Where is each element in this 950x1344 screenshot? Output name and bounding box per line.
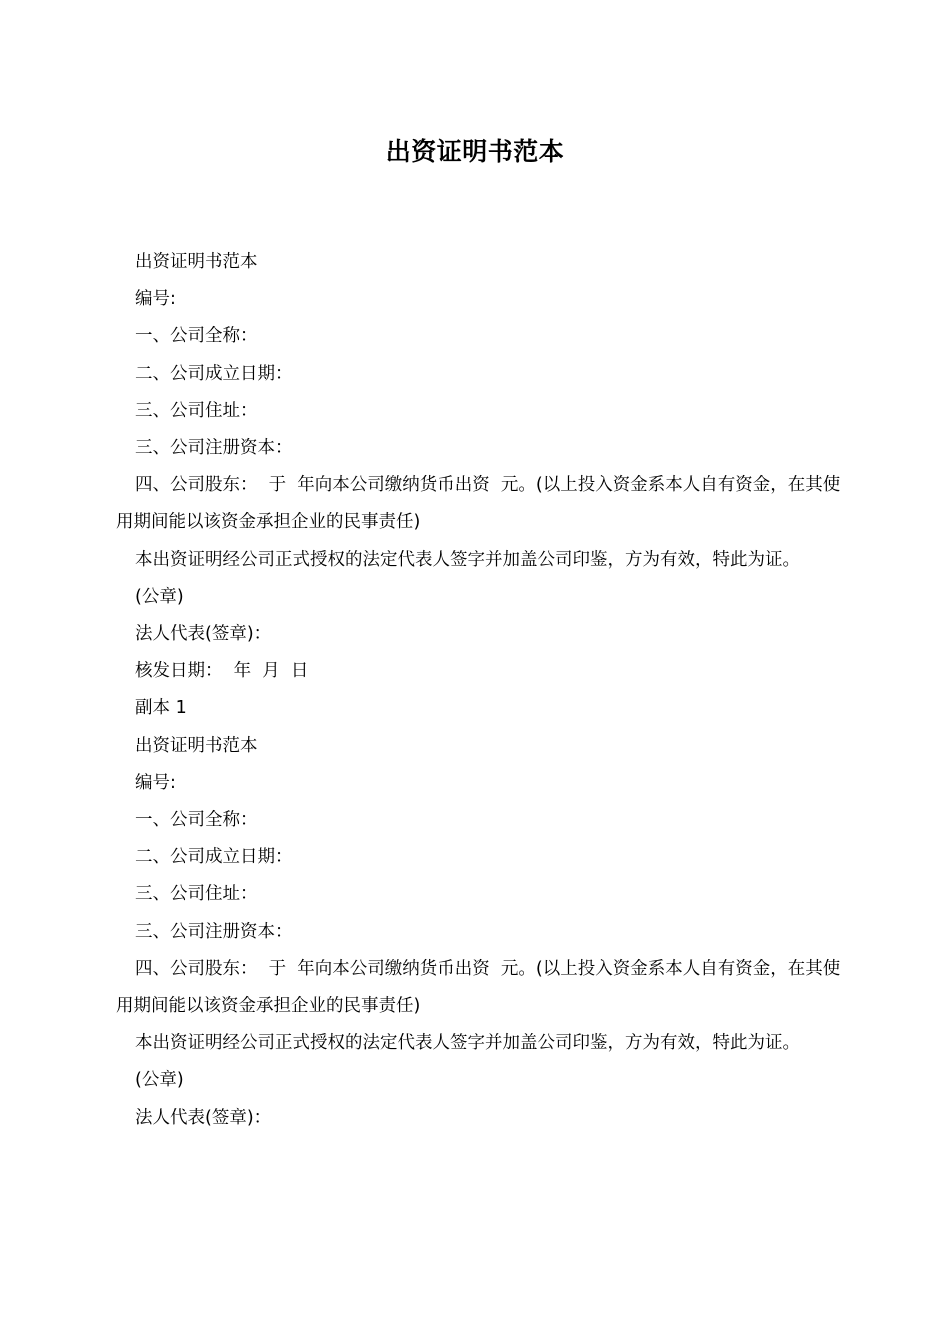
paragraph-legal-rep: 法人代表(签章)： — [135, 1107, 272, 1128]
paragraph-registered-capital: 三、公司注册资本： — [135, 438, 293, 459]
paragraph-shareholder: 四、公司股东： 于 年向本公司缴纳货币出资 元。(以上投入资金系本人自有资金，在其使用期间能以该资金承担企业的民事责任) — [116, 958, 841, 1017]
paragraph-seal: (公章) — [135, 586, 184, 607]
paragraph-company-name: 一、公司全称： — [135, 810, 258, 831]
paragraph-address: 三、公司住址： — [135, 400, 258, 421]
paragraph-copy-label: 副本 1 — [135, 698, 187, 719]
paragraph-validity: 本出资证明经公司正式授权的法定代表人签字并加盖公司印鉴，方为有效，特此为证。 — [135, 549, 800, 570]
paragraph-number: 编号: — [135, 289, 176, 310]
paragraph-founding-date: 二、公司成立日期： — [135, 363, 293, 384]
paragraph-validity: 本出资证明经公司正式授权的法定代表人签字并加盖公司印鉴，方为有效，特此为证。 — [135, 1033, 800, 1054]
paragraph-registered-capital: 三、公司注册资本： — [135, 921, 293, 942]
paragraph-seal: (公章) — [135, 1070, 184, 1091]
paragraph-number: 编号: — [135, 772, 176, 793]
paragraph-company-name: 一、公司全称： — [135, 326, 258, 347]
document-body — [116, 244, 846, 1137]
paragraph-heading: 出资证明书范本 — [135, 735, 258, 756]
paragraph-issue-date: 核发日期： 年 月 日 — [135, 661, 309, 682]
paragraph-legal-rep: 法人代表(签章)： — [135, 624, 272, 645]
paragraph-address: 三、公司住址： — [135, 884, 258, 905]
document-title: 出资证明书范本 — [385, 137, 565, 166]
paragraph-heading: 出资证明书范本 — [135, 252, 258, 272]
paragraph-founding-date: 二、公司成立日期： — [135, 847, 293, 868]
paragraph-shareholder: 四、公司股东： 于 年向本公司缴纳货币出资 元。(以上投入资金系本人自有资金，在其使用期间能以该资金承担企业的民事责任) — [116, 475, 841, 533]
